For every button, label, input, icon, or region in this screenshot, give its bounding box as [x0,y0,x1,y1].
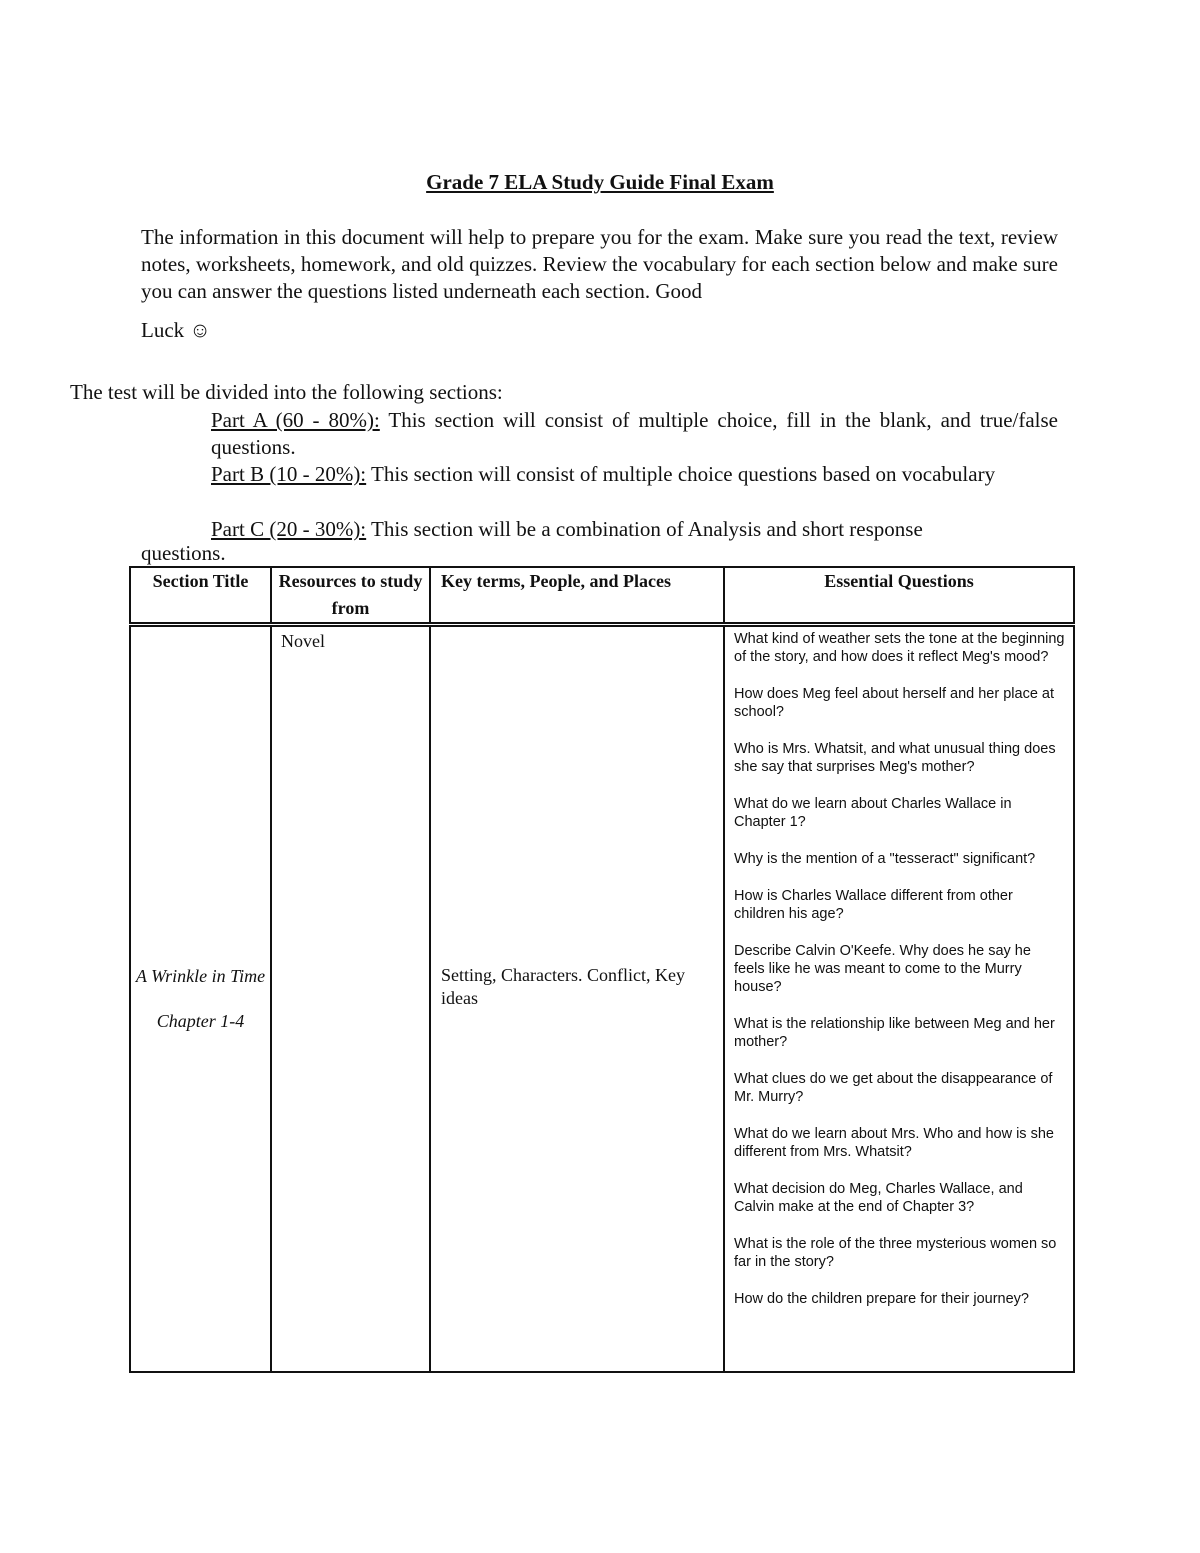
part-c-continuation: questions. [141,541,226,565]
part-a-text: This section will consist of multiple choice, fill in the blank, and true/false questions. [211,408,1058,459]
table-header-row [130,567,1074,625]
table-row [130,625,1074,1373]
question-item: What do we learn about Charles Wallace in Chapter 1? [734,796,1012,830]
question-item: How does Meg feel about herself and her place at school? [734,686,1055,720]
intro-paragraph [141,224,1058,305]
intro-text: The information in this document will help to prepare you for the exam. Make sure you read the text, review notes, worksheets, homework, and old quizzes. Review the vocabulary for each section below and make sure you can answer the questions listed underneath each section. Good [141,225,1058,303]
question-item: How do the children prepare for their journey? [734,1291,1029,1307]
part-c [211,516,1058,543]
question-item: How is Charles Wallace different from other children his age? [734,888,1013,922]
question-item: Who is Mrs. Whatsit, and what unusual thing does she say that surprises Meg's mother? [734,741,1056,775]
key-terms-cell: Setting, Characters. Conflict, Key ideas [430,625,724,1373]
header-resources: Resources to study from [271,567,430,625]
study-guide-table [129,566,1075,1373]
question-item: Why is the mention of a "tesseract" significant? [734,851,1036,867]
section-chapter: Chapter 1-4 [156,1011,245,1031]
header-essential-questions: Essential Questions [724,567,1074,625]
document-title: Grade 7 ELA Study Guide Final Exam [426,170,774,194]
question-item: What clues do we get about the disappearance of Mr. Murry? [734,1071,1053,1105]
questions-cell [724,625,1074,1373]
header-key-terms: Key terms, People, and Places [430,567,724,625]
question-item: What do we learn about Mrs. Who and how is she different from Mrs. Whatsit? [734,1126,1054,1160]
question-item: What kind of weather sets the tone at the beginning of the story, and how does it reflect Meg's mood? [734,631,1065,665]
question-item: What is the relationship like between Meg and her mother? [734,1016,1055,1050]
part-a-label: Part A (60 - 80%): [211,408,380,432]
part-c-label: Part C (20 - 30%): [211,517,367,541]
part-b-label: Part B (10 - 20%): [211,462,367,486]
sections-intro: The test will be divided into the following sections: [70,380,503,404]
header-section-title: Section Title [130,567,271,625]
good-luck-text: Luck ☺ [141,318,211,342]
part-b-text: This section will consist of multiple choice questions based on vocabulary [366,462,996,486]
section-title: A Wrinkle in Time [135,966,266,986]
part-b [211,461,1058,488]
section-title-cell [130,625,271,1373]
question-item: Describe Calvin O'Keefe. Why does he say he feels like he was meant to come to the Murry house? [734,943,1031,995]
resource-cell: Novel [271,625,430,1373]
part-c-text: This section will be a combination of Analysis and short response [366,517,923,541]
part-a [211,407,1058,461]
question-item: What decision do Meg, Charles Wallace, and Calvin make at the end of Chapter 3? [734,1181,1023,1215]
question-item: What is the role of the three mysterious women so far in the story? [734,1236,1057,1270]
